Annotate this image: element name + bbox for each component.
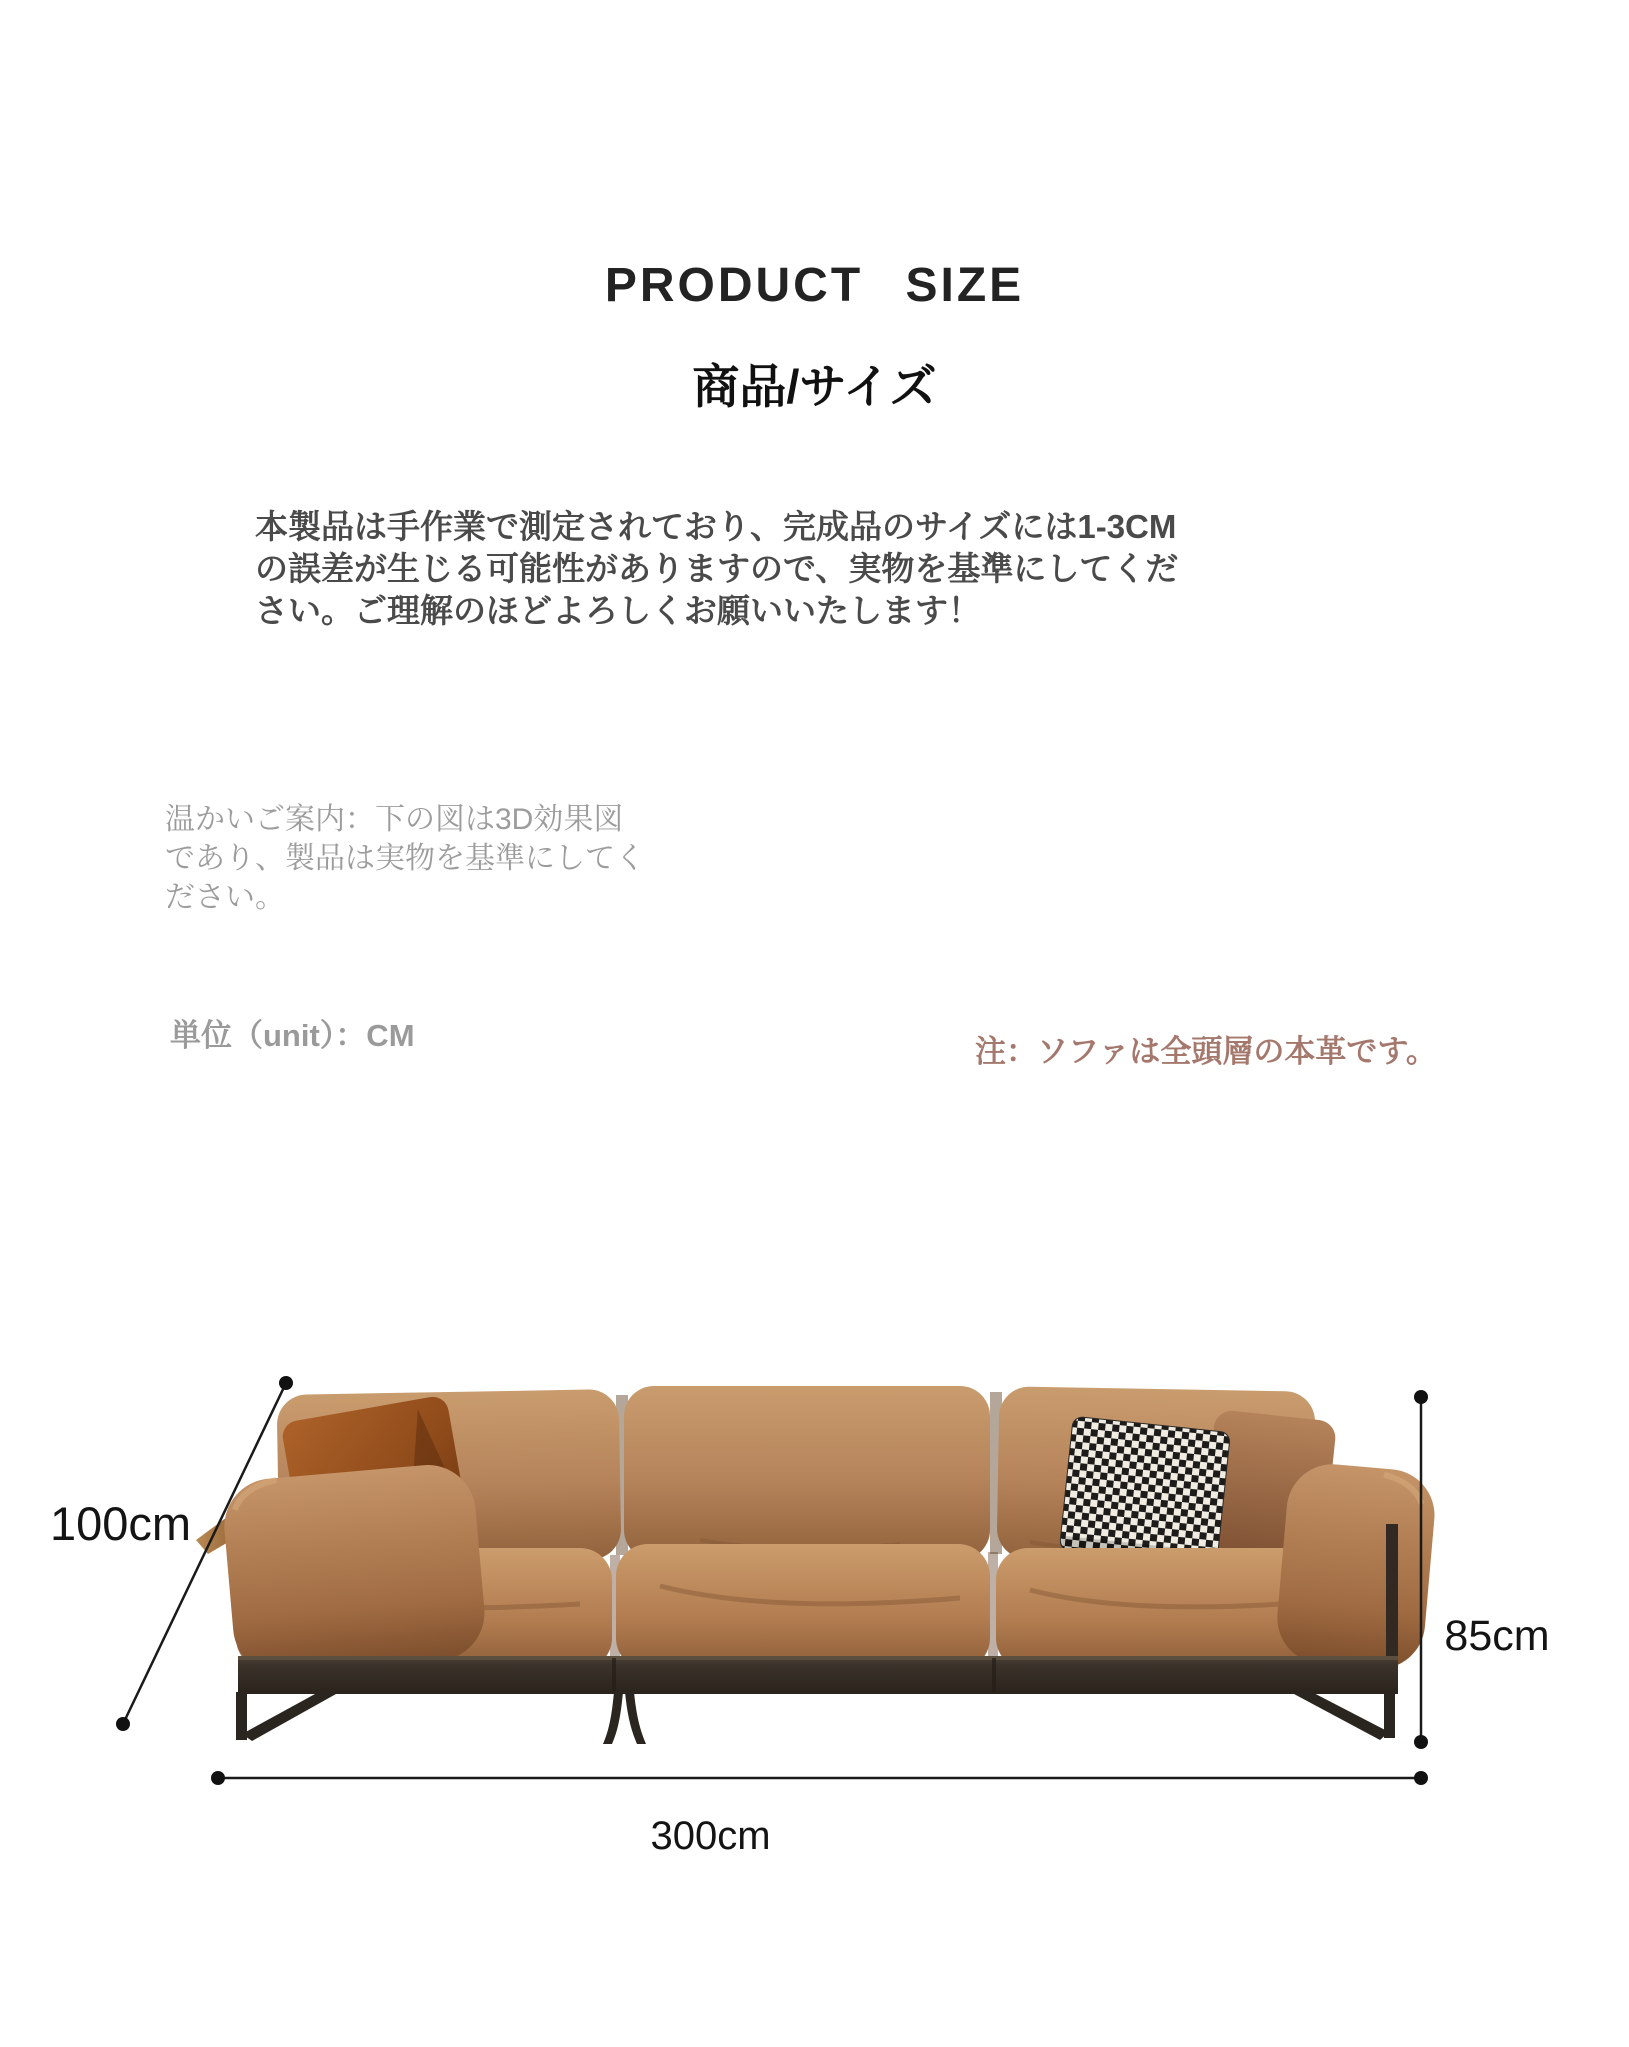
render-notice-line: ださい。	[165, 881, 285, 914]
dimension-label-width: 300cm	[650, 1814, 771, 1858]
tolerance-notice-line: 本製品は手作業で測定されており、完成品のサイズには1-3CM	[255, 508, 1177, 545]
tolerance-notice	[255, 506, 1205, 632]
render-notice	[165, 800, 725, 917]
sofa-legs	[236, 1688, 1395, 1744]
page-subtitle: 商品/サイズ	[692, 360, 937, 413]
render-notice-line: 温かいご案内：下の図は3D効果図	[165, 803, 624, 836]
dimension-label-depth: 100cm	[49, 1497, 192, 1550]
sofa-right-arm	[1273, 1460, 1438, 1672]
render-notice-line: であり、製品は実物を基準にしてく	[165, 842, 645, 875]
unit-label: 単位（unit）：CM	[170, 1018, 415, 1053]
sofa-frame-rail	[238, 1656, 1398, 1694]
sofa-right-frame-post	[1386, 1524, 1398, 1658]
sofa-left-arm	[220, 1461, 488, 1678]
dimension-label-height: 85cm	[1444, 1612, 1550, 1660]
tolerance-notice-line: さい。ご理解のほどよろしくお願いいたします！	[255, 592, 981, 629]
houndstooth-pillow	[1059, 1416, 1230, 1566]
material-note: 注：ソファは全頭層の本革です。	[975, 1034, 1437, 1069]
tolerance-notice-line: の誤差が生じる可能性がありますので、実物を基準にしてくだ	[255, 550, 1179, 587]
sofa-illustration	[0, 1330, 1629, 1950]
page-title: PRODUCT SIZE	[604, 259, 1025, 312]
